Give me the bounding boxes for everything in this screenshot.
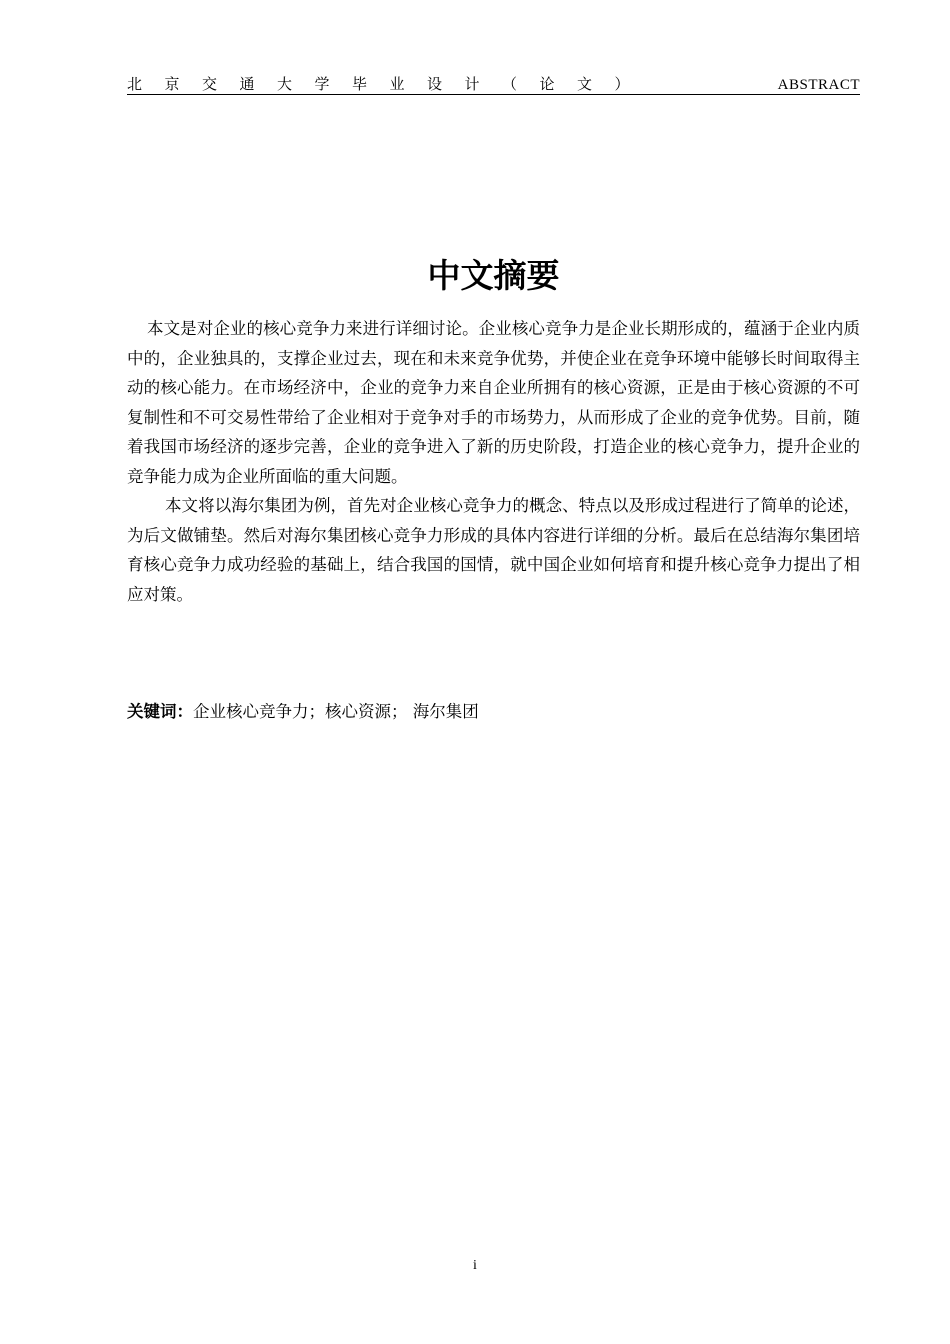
keywords-line <box>127 697 860 727</box>
abstract-paragraph-1: 本文是对企业的核心竞争力来进行详细讨论。企业核心竞争力是企业长期形成的，蕴涵于企业内质中的，企业独具的，支撑企业过去，现在和未来竞争优势，并使企业在竞争环境中能够长时间取得主动的核心能力。在市场经济中，企业的竞争力来自企业所拥有的核心资源，正是由于核心资源的不可复制性和不可交易性带给了企业相对于竞争对手的市场势力，从而形成了企业的竞争优势。目前，随着我国市场经济的逐步完善，企业的竞争进入了新的历史阶段，打造企业的核心竞争力，提升企业的竞争能力成为企业所面临的重大问题。 <box>127 319 860 486</box>
running-header <box>127 72 860 95</box>
header-section-label: ABSTRACT <box>777 77 860 93</box>
abstract-body <box>127 314 860 609</box>
page-title: 中文摘要 <box>427 256 560 295</box>
header-university-title: 北京交通大学毕业设计（论文） <box>127 75 653 93</box>
keywords-value: 企业核心竞争力；核心资源； 海尔集团 <box>193 702 479 721</box>
page-number: i <box>473 1258 477 1273</box>
abstract-paragraph-2: 本文将以海尔集团为例，首先对企业核心竞争力的概念、特点以及形成过程进行了简单的论述，为后文做铺垫。然后对海尔集团核心竞争力形成的具体内容进行详细的分析。最后在总结海尔集团培育核心竞争力成功经验的基础上，结合我国的国情，就中国企业如何培育和提升核心竞争力提出了相应对策。 <box>127 496 860 604</box>
keywords-label: 关键词： <box>127 702 193 721</box>
